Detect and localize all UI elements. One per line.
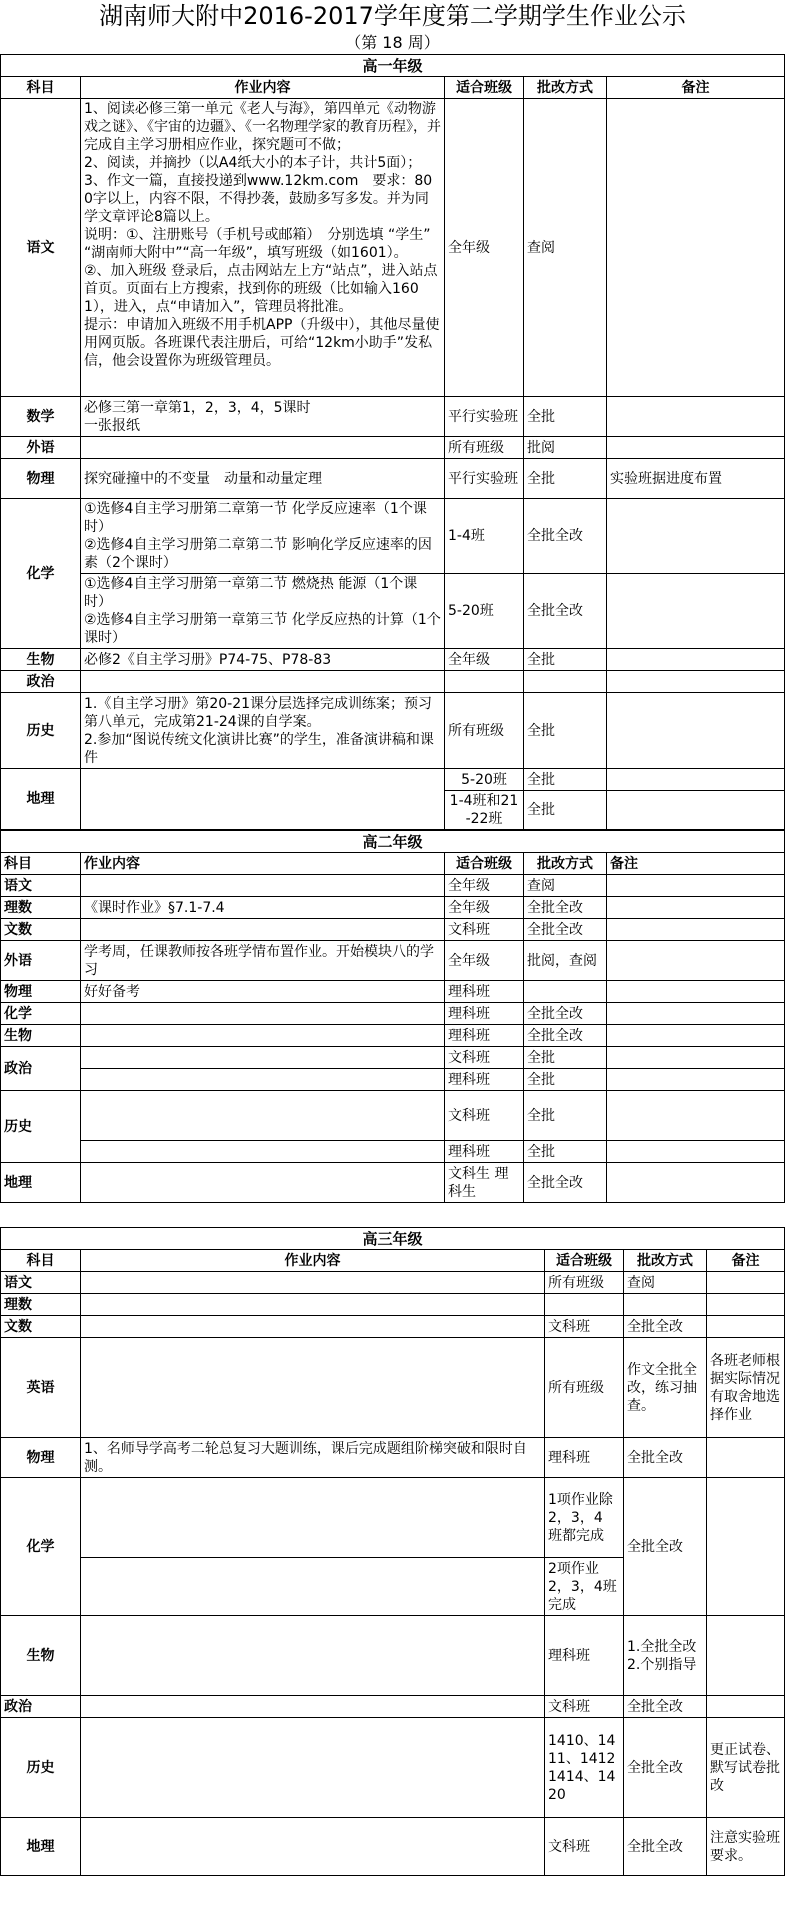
method-cell: 全批全改 (524, 574, 607, 649)
subject-cell: 语文 (1, 875, 81, 897)
table-row (1, 1696, 785, 1718)
table-row (1, 941, 785, 981)
table-row (1, 99, 785, 397)
table-row (1, 1478, 785, 1558)
table-row (1, 1091, 785, 1141)
note-cell (607, 649, 785, 671)
method-cell: 全批全改 (524, 499, 607, 574)
class-cell: 1-4班和21-22班 (445, 791, 524, 830)
table-row (1, 919, 785, 941)
note-cell: 实验班据进度布置 (607, 459, 785, 499)
table-row (1, 875, 785, 897)
header-content: 作业内容 (81, 853, 445, 875)
method-cell: 全批 (524, 791, 607, 830)
table-row (1, 1272, 785, 1294)
class-cell: 平行实验班 (445, 397, 524, 437)
method-cell: 全批 (524, 1141, 607, 1163)
method-cell (524, 671, 607, 693)
method-cell: 1.全批全改 2.个别指导 (624, 1616, 707, 1696)
note-cell (607, 1163, 785, 1203)
subject-cell: 历史 (1, 1718, 81, 1818)
note-cell (607, 897, 785, 919)
header-note: 备注 (607, 853, 785, 875)
method-cell: 全批全改 (624, 1478, 707, 1616)
content-cell: 探究碰撞中的不变量 动量和动量定理 (81, 459, 445, 499)
content-cell: 《课时作业》§7.1-7.4 (81, 897, 445, 919)
note-cell (607, 1003, 785, 1025)
method-cell: 全批全改 (624, 1438, 707, 1478)
method-cell: 全批全改 (624, 1316, 707, 1338)
note-cell (607, 1091, 785, 1141)
subject-cell: 理数 (1, 1294, 81, 1316)
table-row (1, 1438, 785, 1478)
content-cell: 1、名师导学高考二轮总复习大题训练，课后完成题组阶梯突破和限时自测。 (81, 1438, 545, 1478)
header-subject: 科目 (1, 853, 81, 875)
content-cell: 好好备考 (81, 981, 445, 1003)
subject-cell: 语文 (1, 1272, 81, 1294)
subject-cell: 语文 (1, 99, 81, 397)
header-subject: 科目 (1, 77, 81, 99)
table-header (1, 853, 785, 875)
subject-cell: 生物 (1, 1616, 81, 1696)
class-cell: 所有班级 (545, 1272, 624, 1294)
content-cell (81, 919, 445, 941)
class-cell: 全年级 (445, 99, 524, 397)
content-cell (81, 1069, 445, 1091)
content-cell (81, 437, 445, 459)
subject-cell: 生物 (1, 649, 81, 671)
table-row (1, 693, 785, 769)
method-cell: 全批 (524, 693, 607, 769)
table-row (1, 1047, 785, 1069)
table-row (1, 649, 785, 671)
table-row (1, 1003, 785, 1025)
note-cell (607, 1025, 785, 1047)
class-cell: 理科班 (545, 1438, 624, 1478)
content-cell: 必修2《自主学习册》P74-75、P78-83 (81, 649, 445, 671)
note-cell (607, 919, 785, 941)
table-row (1, 499, 785, 574)
class-cell: 文科班 (445, 919, 524, 941)
note-cell (607, 99, 785, 397)
class-cell (545, 1294, 624, 1316)
content-cell (81, 1003, 445, 1025)
class-cell: 理科班 (445, 1025, 524, 1047)
subject-cell: 生物 (1, 1025, 81, 1047)
subject-cell: 化学 (1, 1003, 81, 1025)
subject-cell: 化学 (1, 1478, 81, 1616)
grade2-title: 高二年级 (1, 831, 785, 853)
subject-cell: 化学 (1, 499, 81, 649)
class-cell: 所有班级 (545, 1338, 624, 1438)
class-cell: 5-20班 (445, 769, 524, 791)
method-cell (624, 1294, 707, 1316)
subject-cell: 外语 (1, 437, 81, 459)
class-cell: 2项作业2，3，4班完成 (545, 1558, 624, 1616)
subject-cell: 文数 (1, 919, 81, 941)
table-row (1, 897, 785, 919)
class-cell: 文科班 (445, 1047, 524, 1069)
subject-cell: 地理 (1, 1163, 81, 1203)
content-cell (81, 1616, 545, 1696)
content-cell (81, 1294, 545, 1316)
table-row (1, 1069, 785, 1091)
content-cell: 1、阅读必修三第一单元《老人与海》，第四单元《动物游戏之谜》、《宇宙的边疆》、《一名物理学家的教育历程》，并完成自主学习册相应作业，探究题可不做； 2、阅读，并摘抄（以A4纸大小的本子计，共计5面）； 3、作文一篇，直接投递到www.12km.com 要求：800字以上，内容不限，不得抄袭，鼓励多写多发。并为同学文章评论8篇以上。 说明：①、注册账号（手机号或邮箱） 分别选填 “学生” “湖南师大附中”“高一年级”，填写班级（如1601）。 ②、加入班级 登录后，点击网站左上方“站点”，进入站点首页。页面右上方搜索，找到你的班级（比如输入1601），进入，点“申请加入”，管理员将批准。 提示：申请加入班级不用手机APP（升级中），其他尽量使用网页版。各班课代表注册后，可给“12km小助手”发私信，他会设置你为班级管理员。 (81, 99, 445, 397)
class-cell: 全年级 (445, 897, 524, 919)
method-cell: 全批全改 (524, 919, 607, 941)
class-cell: 理科班 (445, 981, 524, 1003)
table-row (1, 981, 785, 1003)
method-cell: 全批 (524, 769, 607, 791)
class-cell: 文科班 (445, 1091, 524, 1141)
header-class: 适合班级 (445, 77, 524, 99)
header-method: 批改方式 (524, 853, 607, 875)
header-content: 作业内容 (81, 77, 445, 99)
header-class: 适合班级 (545, 1250, 624, 1272)
content-cell (81, 875, 445, 897)
note-cell (607, 671, 785, 693)
content-cell (81, 1272, 545, 1294)
header-method: 批改方式 (524, 77, 607, 99)
note-cell (707, 1438, 785, 1478)
week-label: （第 18 周） (345, 33, 440, 52)
content-cell: 必修三第一章第1，2，3，4，5课时 一张报纸 (81, 397, 445, 437)
class-cell: 1-4班 (445, 499, 524, 574)
grade1-title: 高一年级 (1, 55, 785, 77)
table-row (1, 769, 785, 791)
class-cell: 1410、1411、1412 1414、1420 (545, 1718, 624, 1818)
note-cell (607, 693, 785, 769)
content-cell (81, 1047, 445, 1069)
note-cell: 各班老师根据实际情况有取舍地选择作业 (707, 1338, 785, 1438)
class-cell: 文科班 (545, 1316, 624, 1338)
class-cell (445, 671, 524, 693)
header-content: 作业内容 (81, 1250, 545, 1272)
content-cell (81, 1316, 545, 1338)
class-cell: 理科班 (445, 1069, 524, 1091)
subject-cell: 政治 (1, 671, 81, 693)
content-cell (81, 1338, 545, 1438)
class-cell: 理科班 (545, 1616, 624, 1696)
method-cell: 全批 (524, 1047, 607, 1069)
note-cell (607, 499, 785, 574)
subject-cell: 数学 (1, 397, 81, 437)
method-cell: 全批全改 (524, 1025, 607, 1047)
header-class: 适合班级 (445, 853, 524, 875)
note-cell (607, 574, 785, 649)
subject-cell: 物理 (1, 1438, 81, 1478)
class-cell: 所有班级 (445, 693, 524, 769)
content-cell (81, 1696, 545, 1718)
table-row (1, 1294, 785, 1316)
header-subject: 科目 (1, 1250, 81, 1272)
note-cell (607, 875, 785, 897)
table-row (1, 459, 785, 499)
class-cell: 全年级 (445, 941, 524, 981)
note-cell (707, 1272, 785, 1294)
note-cell (707, 1616, 785, 1696)
grade2-table (0, 830, 785, 1203)
class-cell: 文科班 (545, 1696, 624, 1718)
subject-cell: 历史 (1, 1091, 81, 1163)
section-gap (0, 1203, 785, 1227)
class-cell: 全年级 (445, 649, 524, 671)
content-cell: ①选修4自主学习册第一章第二节 燃烧热 能源（1个课时） ②选修4自主学习册第一章第三节 化学反应热的计算（1个课时） (81, 574, 445, 649)
table-row (1, 1316, 785, 1338)
subject-cell: 物理 (1, 981, 81, 1003)
subject-cell: 历史 (1, 693, 81, 769)
class-cell: 1项作业除2，3，4 班都完成 (545, 1478, 624, 1558)
content-cell (81, 1478, 545, 1558)
grade3-title: 高三年级 (1, 1228, 785, 1250)
method-cell: 查阅 (524, 99, 607, 397)
subject-cell: 理数 (1, 897, 81, 919)
table-row (1, 574, 785, 649)
method-cell: 全批全改 (524, 1163, 607, 1203)
note-cell (607, 769, 785, 791)
table-header (1, 1250, 785, 1272)
content-cell (81, 1141, 445, 1163)
table-row (1, 671, 785, 693)
class-cell: 理科班 (445, 1003, 524, 1025)
subject-cell: 地理 (1, 1818, 81, 1876)
table-row (1, 1141, 785, 1163)
class-cell: 理科班 (445, 1141, 524, 1163)
method-cell: 批阅，查阅 (524, 941, 607, 981)
content-cell (81, 769, 445, 830)
method-cell: 全批 (524, 649, 607, 671)
class-cell: 文科生 理科生 (445, 1163, 524, 1203)
method-cell: 查阅 (624, 1272, 707, 1294)
subject-cell: 政治 (1, 1696, 81, 1718)
method-cell: 全批全改 (624, 1818, 707, 1876)
content-cell: ①选修4自主学习册第二章第一节 化学反应速率（1个课时） ②选修4自主学习册第二章第二节 影响化学反应速率的因素（2个课时） (81, 499, 445, 574)
method-cell: 全批全改 (524, 1003, 607, 1025)
method-cell: 批阅 (524, 437, 607, 459)
table-row (1, 1616, 785, 1696)
table-row (1, 1163, 785, 1203)
note-cell (707, 1294, 785, 1316)
method-cell: 全批 (524, 397, 607, 437)
content-cell (81, 1718, 545, 1818)
note-cell: 注意实验班要求。 (707, 1818, 785, 1876)
note-cell (707, 1478, 785, 1616)
table-header (1, 77, 785, 99)
method-cell: 全批 (524, 1069, 607, 1091)
subject-cell: 物理 (1, 459, 81, 499)
grade1-table (0, 54, 785, 830)
grade3-table (0, 1227, 785, 1876)
class-cell: 平行实验班 (445, 459, 524, 499)
note-cell (607, 1047, 785, 1069)
subject-cell: 外语 (1, 941, 81, 981)
content-cell (81, 1091, 445, 1141)
table-row (1, 1338, 785, 1438)
method-cell: 全批全改 (624, 1718, 707, 1818)
note-cell (607, 1141, 785, 1163)
note-cell (607, 941, 785, 981)
note-cell (607, 437, 785, 459)
subject-cell: 政治 (1, 1047, 81, 1091)
note-cell (607, 791, 785, 830)
note-cell (607, 1069, 785, 1091)
header-note: 备注 (707, 1250, 785, 1272)
method-cell: 全批全改 (524, 897, 607, 919)
table-row (1, 1025, 785, 1047)
note-cell (707, 1696, 785, 1718)
header-note: 备注 (607, 77, 785, 99)
note-cell (707, 1316, 785, 1338)
header-method: 批改方式 (624, 1250, 707, 1272)
content-cell (81, 1025, 445, 1047)
method-cell: 全批 (524, 459, 607, 499)
class-cell: 5-20班 (445, 574, 524, 649)
subject-cell: 地理 (1, 769, 81, 830)
method-cell (524, 981, 607, 1003)
page-title: 湖南师大附中2016-2017学年度第二学期学生作业公示 (99, 2, 686, 30)
table-row (1, 1718, 785, 1818)
subject-cell: 英语 (1, 1338, 81, 1438)
class-cell: 所有班级 (445, 437, 524, 459)
note-cell: 更正试卷、默写试卷批改 (707, 1718, 785, 1818)
content-cell: 学考周，任课教师按各班学情布置作业。开始模块八的学习 (81, 941, 445, 981)
note-cell (607, 981, 785, 1003)
method-cell: 作文全批全改，练习抽查。 (624, 1338, 707, 1438)
content-cell (81, 1163, 445, 1203)
content-cell (81, 1558, 545, 1616)
class-cell: 全年级 (445, 875, 524, 897)
content-cell: 1.《自主学习册》第20-21课分层选择完成训练案；预习第八单元，完成第21-24课的自学案。 2.参加“图说传统文化演讲比赛”的学生，准备演讲稿和课件 (81, 693, 445, 769)
table-row (1, 397, 785, 437)
subject-cell: 文数 (1, 1316, 81, 1338)
method-cell: 全批 (524, 1091, 607, 1141)
class-cell: 文科班 (545, 1818, 624, 1876)
content-cell (81, 671, 445, 693)
table-row (1, 1818, 785, 1876)
method-cell: 查阅 (524, 875, 607, 897)
content-cell (81, 1818, 545, 1876)
table-row (1, 437, 785, 459)
note-cell (607, 397, 785, 437)
method-cell: 全批全改 (624, 1696, 707, 1718)
